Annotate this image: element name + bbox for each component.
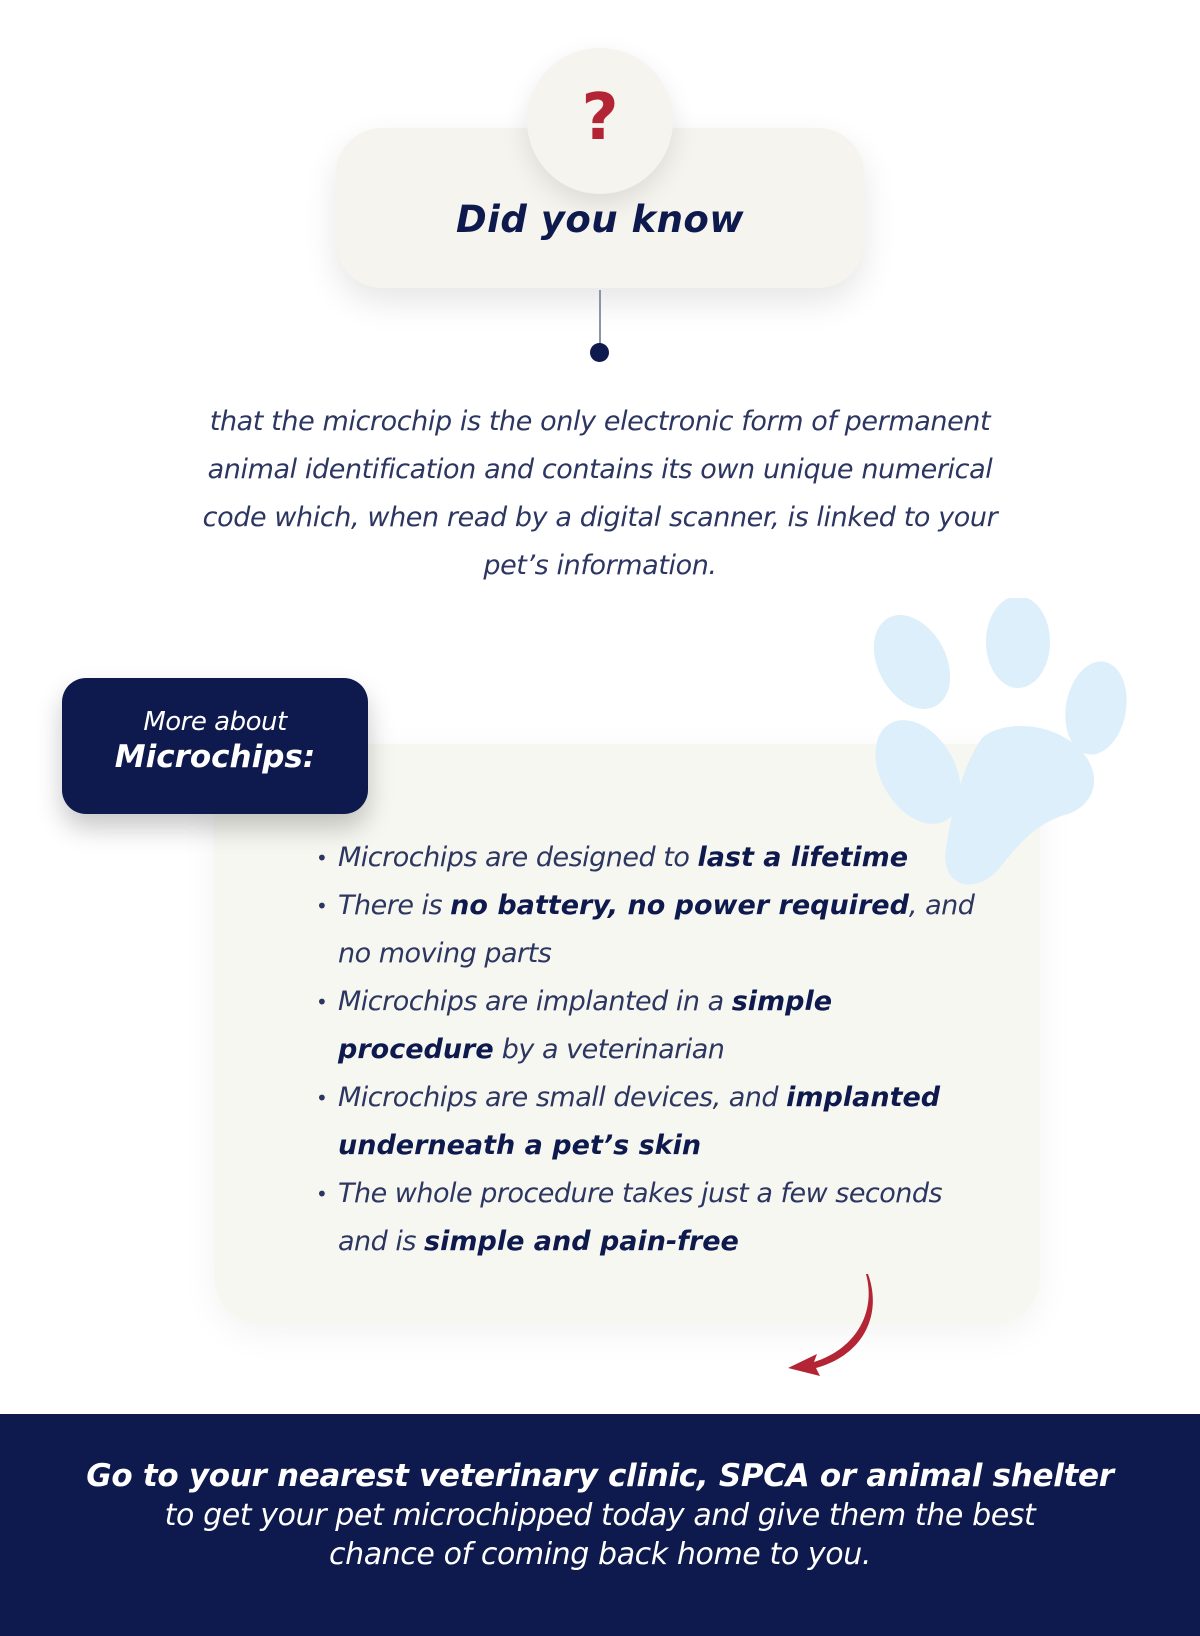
- fact-highlight: implanted underneath a pet’s skin: [338, 1082, 941, 1161]
- list-item: [316, 882, 996, 978]
- fact-text: by a veterinarian: [493, 1034, 725, 1065]
- more-about-subtitle: More about: [143, 707, 287, 737]
- fact-text: The whole procedure takes just a few seconds and is: [338, 1178, 943, 1257]
- fact-text: Microchips are small devices, and: [338, 1082, 787, 1113]
- question-badge: [527, 48, 673, 194]
- more-about-title: Microchips:: [114, 739, 316, 775]
- intro-paragraph: that the microchip is the only electronic form of permanent animal identification and contains its own unique numerical code which, when read by a digital scanner, is linked to your pet’s information.: [202, 406, 998, 581]
- facts-list: [316, 834, 996, 1266]
- connector-line: [599, 290, 601, 344]
- more-about-badge: [62, 678, 368, 814]
- fact-highlight: last a lifetime: [697, 842, 909, 873]
- fact-highlight: no battery, no power required: [450, 890, 909, 921]
- list-item: [316, 978, 996, 1074]
- curved-arrow-icon: [784, 1270, 880, 1380]
- fact-text: Microchips are designed to: [338, 842, 698, 873]
- list-item: [316, 1170, 996, 1266]
- list-item: [316, 1074, 996, 1170]
- fact-text: , and no moving parts: [338, 890, 975, 969]
- footer-headline: Go to your nearest veterinary clinic, SPCA or animal shelter: [86, 1458, 1114, 1494]
- connector-dot: [590, 343, 609, 362]
- footer-banner: [0, 1414, 1200, 1636]
- question-mark-icon: ?: [581, 81, 619, 155]
- footer-text: to get your pet microchipped today and give them the best chance of coming back home to you.: [164, 1498, 1036, 1572]
- fact-text: There is: [338, 890, 451, 921]
- fact-highlight: simple procedure: [338, 986, 833, 1065]
- fact-text: Microchips are implanted in a: [338, 986, 732, 1017]
- did-you-know-title: Did you know: [455, 198, 745, 241]
- list-item: [316, 834, 996, 882]
- fact-highlight: simple and pain-free: [424, 1226, 739, 1257]
